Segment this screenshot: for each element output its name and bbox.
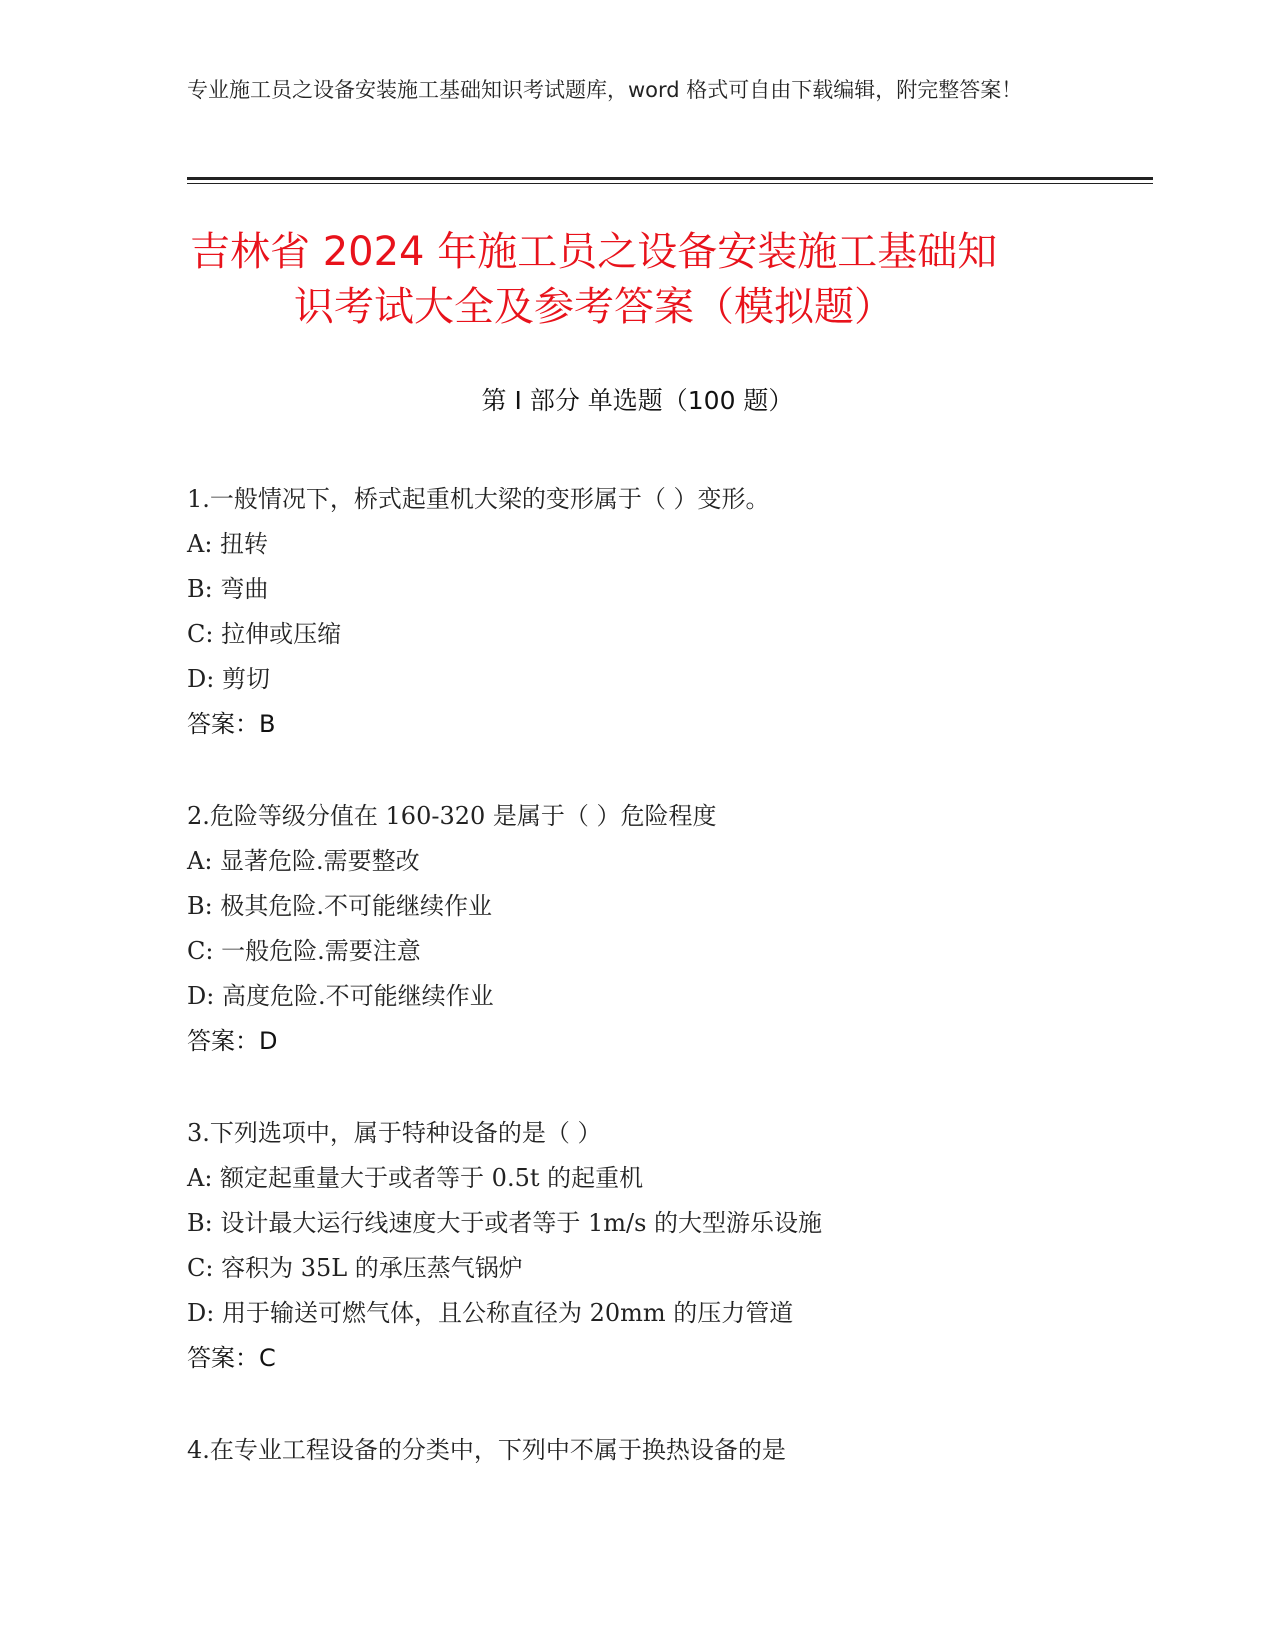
option-d: D: 高度危险.不可能继续作业: [187, 982, 494, 1010]
option-d: D: 用于输送可燃气体，且公称直径为 20mm 的压力管道: [187, 1299, 794, 1327]
option-b: B: 弯曲: [187, 575, 269, 603]
option-a: A: 扭转: [187, 530, 269, 558]
question-3: [187, 1111, 1147, 1381]
question-list: [187, 477, 1147, 1520]
option-b: B: 极其危险.不可能继续作业: [187, 892, 492, 920]
answer: 答案：C: [187, 1344, 276, 1372]
answer: 答案：B: [187, 710, 276, 738]
document-title-line-1: 吉林省 2024 年施工员之设备安装施工基础知: [190, 229, 998, 275]
option-a: A: 额定起重量大于或者等于 0.5t 的起重机: [187, 1164, 644, 1192]
header-note: 专业施工员之设备安装施工基础知识考试题库，word 格式可自由下载编辑，附完整答案！: [187, 78, 1023, 102]
option-b: B: 设计最大运行线速度大于或者等于 1m/s 的大型游乐设施: [187, 1209, 823, 1237]
question-2: [187, 794, 1147, 1064]
option-c: C: 容积为 35L 的承压蒸气锅炉: [187, 1254, 523, 1282]
question-stem: 1.一般情况下，桥式起重机大梁的变形属于（ ）变形。: [187, 485, 770, 513]
option-c: C: 拉伸或压缩: [187, 620, 342, 648]
question-4: [187, 1428, 1147, 1473]
question-stem: 4.在专业工程设备的分类中，下列中不属于换热设备的是: [187, 1436, 786, 1464]
header-divider-thick: [187, 177, 1153, 180]
document-title-line-2: 识考试大全及参考答案（模拟题）: [294, 284, 894, 330]
option-d: D: 剪切: [187, 665, 270, 693]
document-title: [190, 225, 1090, 335]
question-stem: 3.下列选项中，属于特种设备的是（ ）: [187, 1119, 602, 1147]
option-a: A: 显著危险.需要整改: [187, 847, 420, 875]
option-c: C: 一般危险.需要注意: [187, 937, 421, 965]
question-1: [187, 477, 1147, 747]
section-heading: 第 I 部分 单选题（100 题）: [481, 386, 794, 415]
question-stem: 2.危险等级分值在 160-320 是属于（ ）危险程度: [187, 802, 717, 830]
header-divider-thin: [187, 183, 1153, 184]
answer: 答案：D: [187, 1027, 278, 1055]
